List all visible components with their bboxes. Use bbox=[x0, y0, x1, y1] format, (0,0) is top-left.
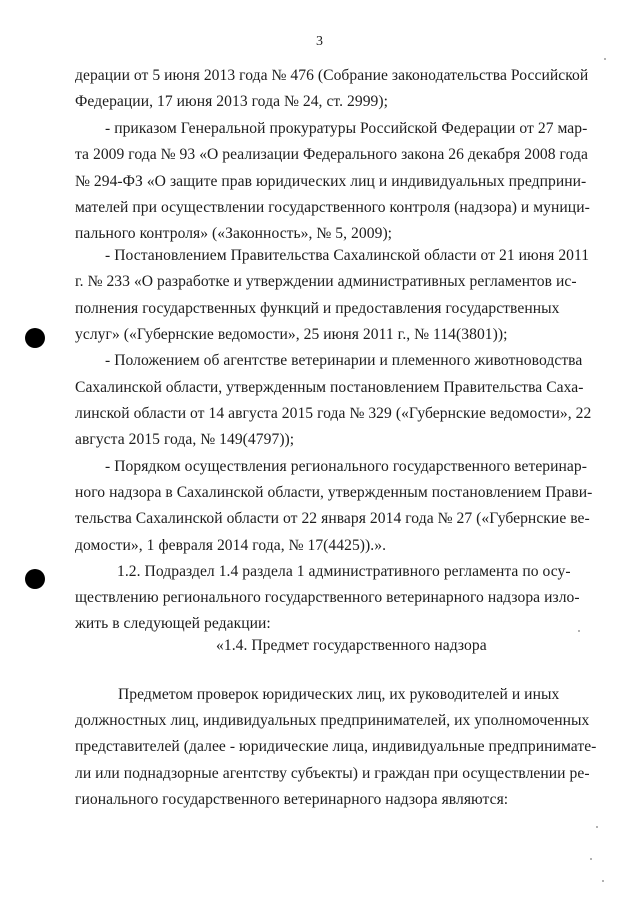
body-line: ного надзора в Сахалинской области, утвержденным постановлением Прави- bbox=[75, 484, 593, 501]
body-line: Предметом проверок юридических лиц, их руководителей и иных bbox=[118, 686, 560, 703]
body-line: г. № 233 «О разработке и утверждении административных регламентов ис- bbox=[75, 273, 577, 290]
body-line: полнения государственных функций и предоставления государственных bbox=[75, 300, 560, 317]
body-line: жить в следующей редакции: bbox=[75, 615, 271, 632]
body-line: 1.2. Подраздел 1.4 раздела 1 административного регламента по осу- bbox=[117, 563, 571, 580]
body-line: дерации от 5 июня 2013 года № 476 (Собрание законодательства Российской bbox=[75, 67, 589, 84]
body-line: № 294-ФЗ «О защите прав юридических лиц и индивидуальных предприни- bbox=[75, 173, 587, 190]
body-line: ществлению регионального государственного ветеринарного надзора изло- bbox=[75, 589, 580, 606]
punch-hole-top bbox=[25, 328, 45, 348]
scan-speck bbox=[590, 858, 592, 860]
body-line: августа 2015 года, № 149(4797)); bbox=[75, 431, 295, 448]
body-line: домости», 1 февраля 2014 года, № 17(4425)).». bbox=[75, 537, 387, 554]
body-line: Федерации, 17 июня 2013 года № 24, ст. 2999); bbox=[75, 93, 389, 110]
body-line: мателей при осуществлении государственного контроля (надзора) и муници- bbox=[75, 199, 590, 216]
scan-speck bbox=[604, 58, 606, 60]
body-line: представителей (далее - юридические лица, индивидуальные предпринимате- bbox=[75, 738, 597, 755]
body-line: - приказом Генеральной прокуратуры Российской Федерации от 27 мар- bbox=[105, 120, 588, 137]
body-line: тельства Сахалинской области от 22 января 2014 года № 27 («Губернские ве- bbox=[75, 510, 590, 527]
scan-speck bbox=[596, 826, 598, 828]
scan-speck bbox=[578, 630, 580, 632]
body-line: должностных лиц, индивидуальных предпринимателей, их уполномоченных bbox=[75, 712, 590, 729]
page-number: 3 bbox=[316, 34, 323, 49]
body-line: пального контроля» («Законность», № 5, 2009); bbox=[75, 225, 393, 242]
body-line: - Положением об агентстве ветеринарии и племенного животноводства bbox=[105, 352, 583, 369]
section-heading: «1.4. Предмет государственного надзора bbox=[216, 637, 487, 654]
body-line: Сахалинской области, утвержденным постановлением Правительства Саха- bbox=[75, 379, 584, 396]
scan-speck bbox=[602, 880, 604, 882]
body-line: линской области от 14 августа 2015 года № 329 («Губернские ведомости», 22 bbox=[75, 405, 592, 422]
body-line: ли или поднадзорные агентству субъекты) и граждан при осуществлении ре- bbox=[75, 765, 590, 782]
body-line: гионального государственного ветеринарного надзора являются: bbox=[75, 791, 509, 808]
body-line: - Постановлением Правительства Сахалинской области от 21 июня 2011 bbox=[105, 247, 590, 264]
body-line: услуг» («Губернские ведомости», 25 июня 2011 г., № 114(3801)); bbox=[75, 326, 508, 343]
punch-hole-bottom bbox=[25, 569, 45, 589]
body-line: - Порядком осуществления регионального государственного ветеринар- bbox=[105, 458, 587, 475]
body-line: та 2009 года № 93 «О реализации Федерального закона 26 декабря 2008 года bbox=[75, 146, 588, 163]
